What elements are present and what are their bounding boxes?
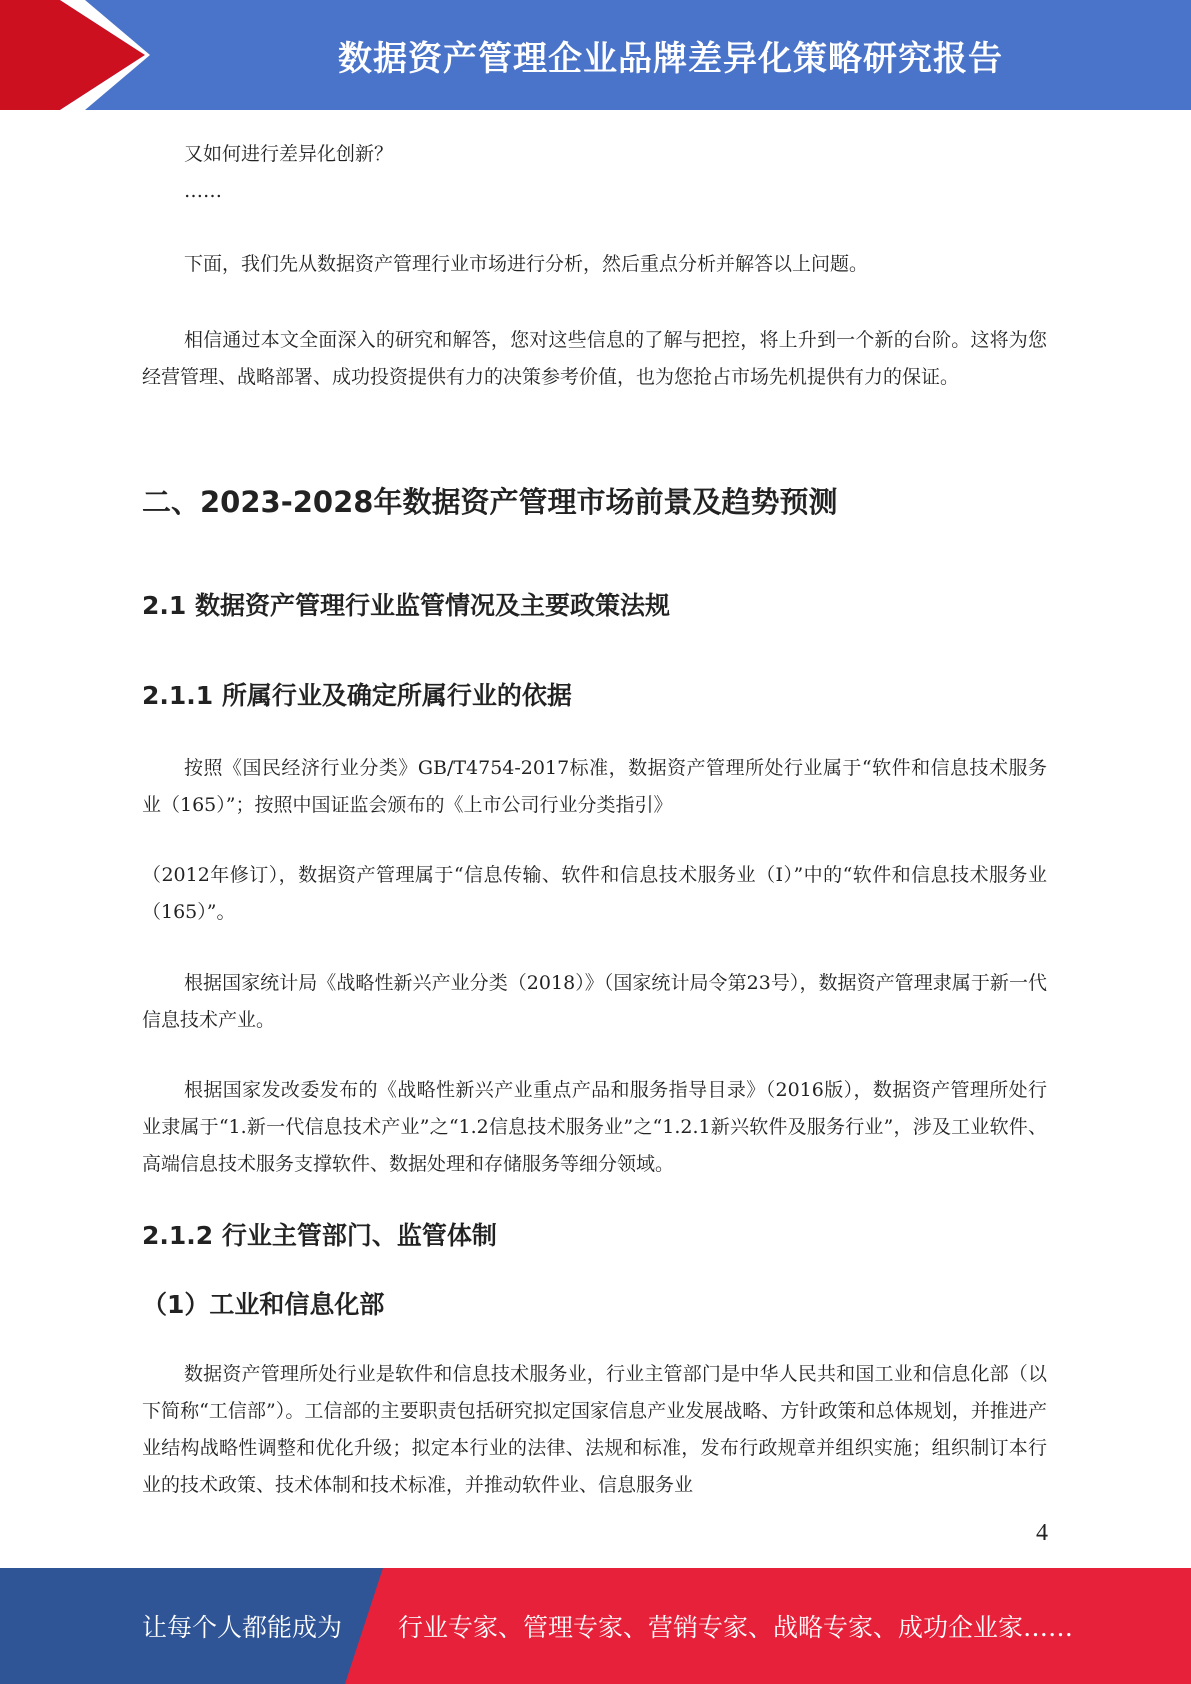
footer-tagline: 行业专家、管理专家、营销专家、战略专家、成功企业家…… [398, 1613, 1074, 1642]
subsection-heading: 2.1.1 所属行业及确定所属行业的依据 [142, 681, 572, 710]
paragraph: 根据国家统计局《战略性新兴产业分类（2018）》（国家统计局令第23号），数据资产管理隶属于新一代信息技术产业。 [142, 972, 1047, 1031]
paragraph: 又如何进行差异化创新？ [184, 143, 394, 165]
page-number: 4 [1036, 1520, 1048, 1546]
subsection-heading: 2.1.2 行业主管部门、监管体制 [142, 1221, 497, 1250]
ellipsis-line: …… [184, 180, 222, 202]
subsection-heading: （1）工业和信息化部 [142, 1290, 385, 1319]
section-heading: 二、2023-2028年数据资产管理市场前景及趋势预测 [142, 485, 838, 519]
paragraph: 根据国家发改委发布的《战略性新兴产业重点产品和服务指导目录》（2016版），数据资产管理所处行业隶属于“1.新一代信息技术产业”之“1.2信息技术服务业”之“1.2.1新兴软件及服务行业”，涉及工业软件、高端信息技术服务支撑软件、数据处理和存储服务等细分领域。 [142, 1079, 1047, 1175]
page-footer [0, 1568, 1191, 1684]
paragraph: （2012年修订），数据资产管理属于“信息传输、软件和信息技术服务业（I）”中的“软件和信息技术服务业（165）”。 [142, 864, 1047, 923]
paragraph: 下面，我们先从数据资产管理行业市场进行分析，然后重点分析并解答以上问题。 [184, 253, 869, 275]
paragraph: 数据资产管理所处行业是软件和信息技术服务业，行业主管部门是中华人民共和国工业和信息化部（以下简称“工信部”）。工信部的主要职责包括研究拟定国家信息产业发展战略、方针政策和总体规划，并推进产业结构战略性调整和优化升级；拟定本行业的法律、法规和标准，发布行政规章并组织实施；组织制订本行业的技术政策、技术体制和技术标准，并推动软件业、信息服务业 [142, 1363, 1047, 1496]
paragraph: 相信通过本文全面深入的研究和解答，您对这些信息的了解与把控，将上升到一个新的台阶。这将为您经营管理、战略部署、成功投资提供有力的决策参考价值，也为您抢占市场先机提供有力的保证。 [142, 329, 1047, 388]
page-header [0, 0, 1191, 110]
report-title: 数据资产管理企业品牌差异化策略研究报告 [338, 38, 1003, 79]
subsection-heading: 2.1 数据资产管理行业监管情况及主要政策法规 [142, 591, 670, 620]
paragraph: 按照《国民经济行业分类》GB/T4754-2017标准，数据资产管理所处行业属于“软件和信息技术服务业（165）”；按照中国证监会颁布的《上市公司行业分类指引》 [142, 757, 1047, 816]
footer-slogan: 让每个人都能成为 [142, 1613, 343, 1642]
